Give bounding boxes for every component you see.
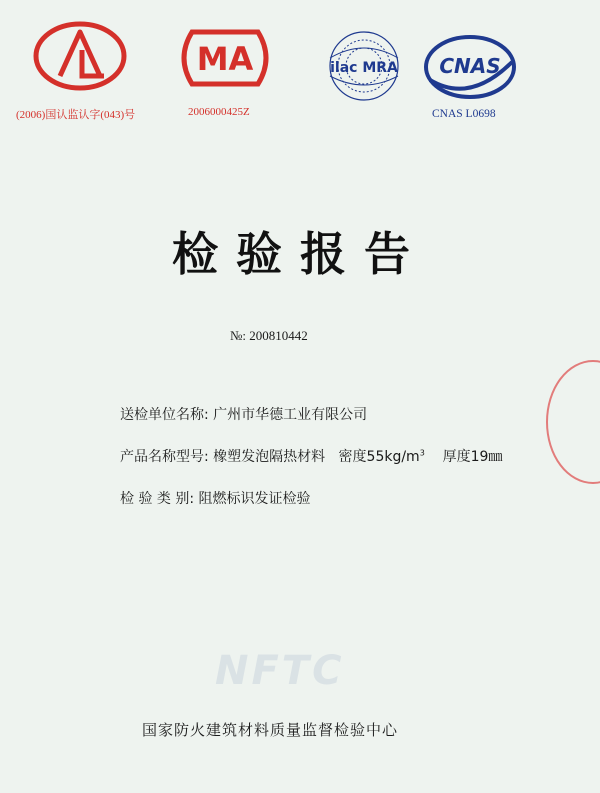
field-category-label: 检 验 类 别: bbox=[120, 491, 195, 507]
cma-number: 2006000425Z bbox=[188, 106, 250, 118]
red-stamp bbox=[546, 360, 600, 484]
nftc-watermark: NFTC bbox=[215, 648, 345, 694]
field-product bbox=[120, 446, 502, 466]
field-category bbox=[120, 488, 311, 508]
cnas-number: CNAS L0698 bbox=[432, 108, 496, 120]
cma-logo bbox=[172, 28, 278, 88]
density-unit-sup: 3 bbox=[419, 448, 425, 458]
field-category-value: 阻燃标识发证检验 bbox=[198, 491, 311, 507]
ilac-logo-text: ilac MRA bbox=[330, 60, 398, 76]
cnas-logo-text: CNAS bbox=[439, 54, 501, 78]
report-title: 检验报告 bbox=[172, 227, 428, 281]
report-number: №: 200810442 bbox=[230, 328, 308, 343]
field-client-label: 送检单位名称: bbox=[120, 407, 209, 423]
field-product-thickness: 厚度19㎜ bbox=[442, 449, 503, 465]
field-product-value: 橡塑发泡隔热材料 bbox=[213, 449, 326, 465]
cal-logo bbox=[32, 20, 128, 92]
cal-number: (2006)国认监认字(043)号 bbox=[16, 109, 136, 121]
field-product-density: 密度55kg/m bbox=[338, 449, 420, 465]
cnas-logo bbox=[420, 32, 520, 102]
ilac-mra-logo bbox=[316, 28, 412, 104]
field-client bbox=[120, 404, 367, 424]
issuer-name: 国家防火建筑材料质量监督检验中心 bbox=[142, 721, 399, 739]
field-client-value: 广州市华德工业有限公司 bbox=[213, 407, 368, 423]
field-product-label: 产品名称型号: bbox=[120, 449, 209, 465]
cma-logo-text: MA bbox=[196, 40, 254, 78]
